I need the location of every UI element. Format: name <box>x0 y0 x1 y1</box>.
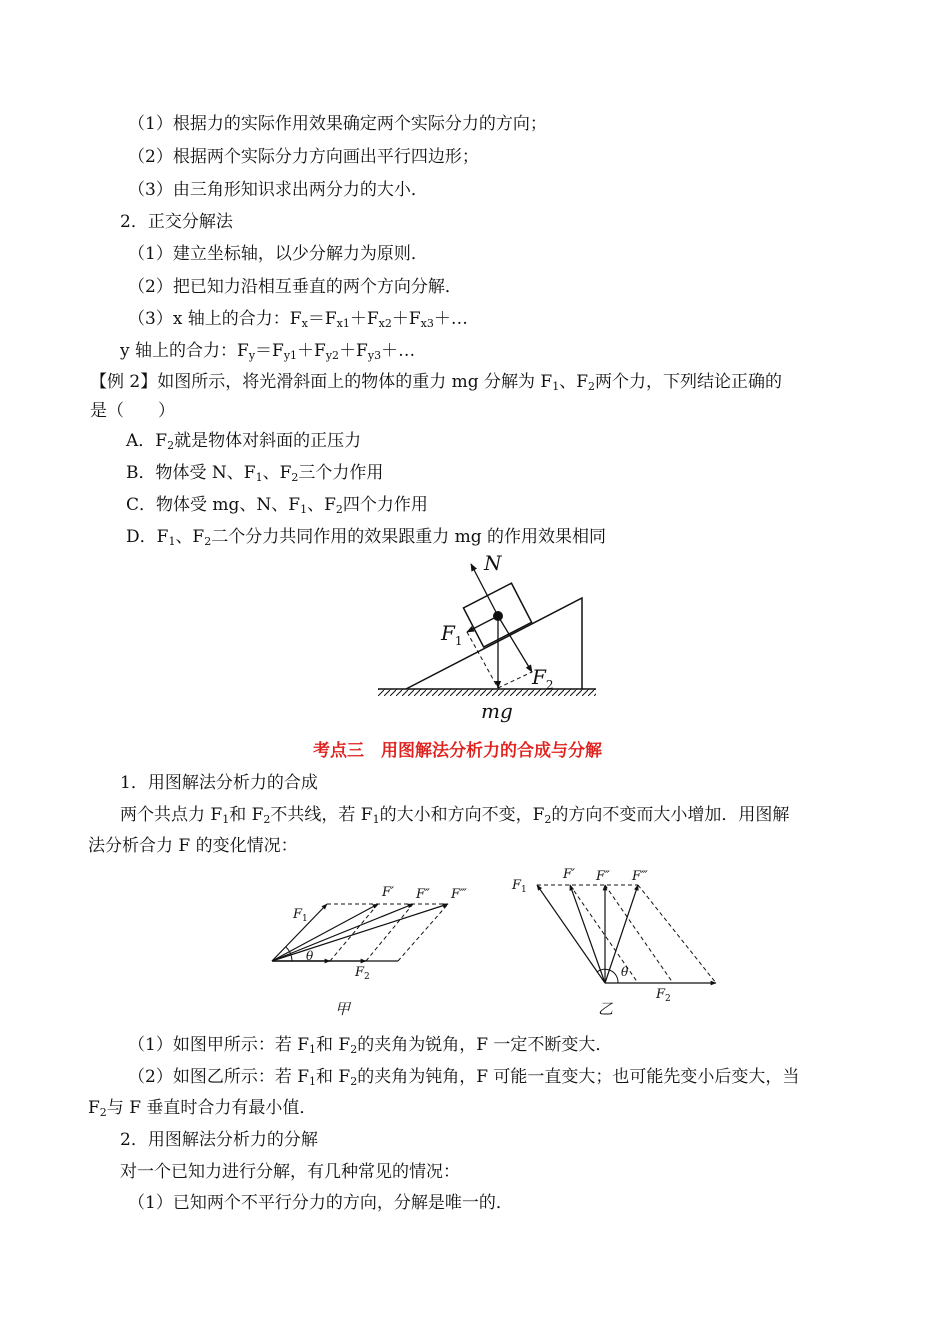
step-1: （1）根据力的实际作用效果确定两个实际分力的方向； <box>128 114 547 134</box>
svg-text:θ: θ <box>621 965 629 979</box>
orthogonal-step-1: （1）建立坐标轴，以少分解力为原则． <box>128 244 428 264</box>
option-b: B．物体受 N、$F_1$、$F_2$三个力作用 <box>126 463 384 484</box>
paragraph-3: （1）已知两个不平行分力的方向，分解是唯一的． <box>128 1193 513 1213</box>
step-2: （2）根据两个实际分力方向画出平行四边形； <box>128 147 479 167</box>
composition-diagrams <box>262 858 732 1023</box>
paragraph-1-line2: 法分析合力 F 的变化情况： <box>88 836 298 856</box>
step-3: （3）由三角形知识求出两分力的大小． <box>128 180 428 200</box>
orthogonal-step-2: （2）把已知力沿相互垂直的两个方向分解． <box>128 277 462 297</box>
svg-text:F′: F′ <box>382 885 394 900</box>
diagram-jia <box>272 885 467 1018</box>
label-f1: $F_1$ <box>441 621 463 648</box>
x-axis-sum: （3）x 轴上的合力：$F_x=F_{x1}+F_{x2}+F_{x3}+\dots$ <box>128 309 468 330</box>
label-mg: mg <box>481 699 513 723</box>
svg-text:F2: $F_2$ <box>355 965 370 982</box>
subsection-1-title: 1．用图解法分析力的合成 <box>120 773 318 793</box>
ground-hatching <box>378 689 596 696</box>
svg-text:甲: 甲 <box>335 1000 351 1018</box>
option-c: C．物体受 mg、N、$F_1$、$F_2$四个力作用 <box>126 495 428 516</box>
svg-text:F1: $F_1$ <box>293 907 308 924</box>
svg-text:F″: F″ <box>416 887 430 902</box>
svg-text:θ: θ <box>306 949 314 963</box>
section-title-orthogonal: 2．正交分解法 <box>120 212 233 232</box>
svg-text:F1: $F_1$ <box>512 878 527 895</box>
option-a: A．$F_2$就是物体对斜面的正压力 <box>126 431 362 452</box>
svg-text:F′: F′ <box>563 867 575 882</box>
paragraph-2: 对一个已知力进行分解，有几种常见的情况： <box>120 1162 460 1182</box>
center-of-mass <box>493 611 503 621</box>
section-heading: 考点三 用图解法分析力的合成与分解 <box>313 741 602 761</box>
diagram-yi <box>511 867 716 1018</box>
example-question: 【例 2】如图所示，将光滑斜面上的物体的重力 mg 分解为 $F_1$、$F_2$两个力，下列结论正确的 <box>90 372 783 393</box>
svg-text:乙: 乙 <box>598 1000 614 1018</box>
incline-diagram <box>375 551 615 725</box>
subsection-2-title: 2．用图解法分析力的分解 <box>120 1130 318 1150</box>
svg-text:F″: F″ <box>596 869 610 884</box>
dashed-line-2 <box>498 672 532 688</box>
svg-text:F‴: F‴ <box>451 887 467 902</box>
svg-text:F2: $F_2$ <box>656 987 671 1004</box>
paragraph-1: 两个共点力 $F_1$和 $F_2$不共线，若 $F_1$的大小和方向不变，$F_2$的方向不变而大小增加．用图解 <box>120 805 790 826</box>
label-n: N <box>484 551 502 575</box>
result-1: （1）如图甲所示：若 $F_1$和 $F_2$的夹角为锐角，F 一定不断变大． <box>128 1035 613 1056</box>
svg-text:F‴: F‴ <box>632 869 648 884</box>
example-question-line2: 是（ ） <box>90 401 175 421</box>
result-2: （2）如图乙所示：若 $F_1$和 $F_2$的夹角为钝角，F 可能一直变大；也可能先变小后变大，当 <box>128 1067 800 1088</box>
y-axis-sum: y 轴上的合力：$F_y=F_{y1}+F_{y2}+F_{y3}+\dots$ <box>120 341 416 362</box>
label-f2: $F_2$ <box>532 665 554 692</box>
option-d: D．$F_1$、$F_2$二个分力共同作用的效果跟重力 mg 的作用效果相同 <box>126 527 607 548</box>
result-2-line2: $F_2$与 F 垂直时合力有最小值． <box>88 1098 317 1119</box>
